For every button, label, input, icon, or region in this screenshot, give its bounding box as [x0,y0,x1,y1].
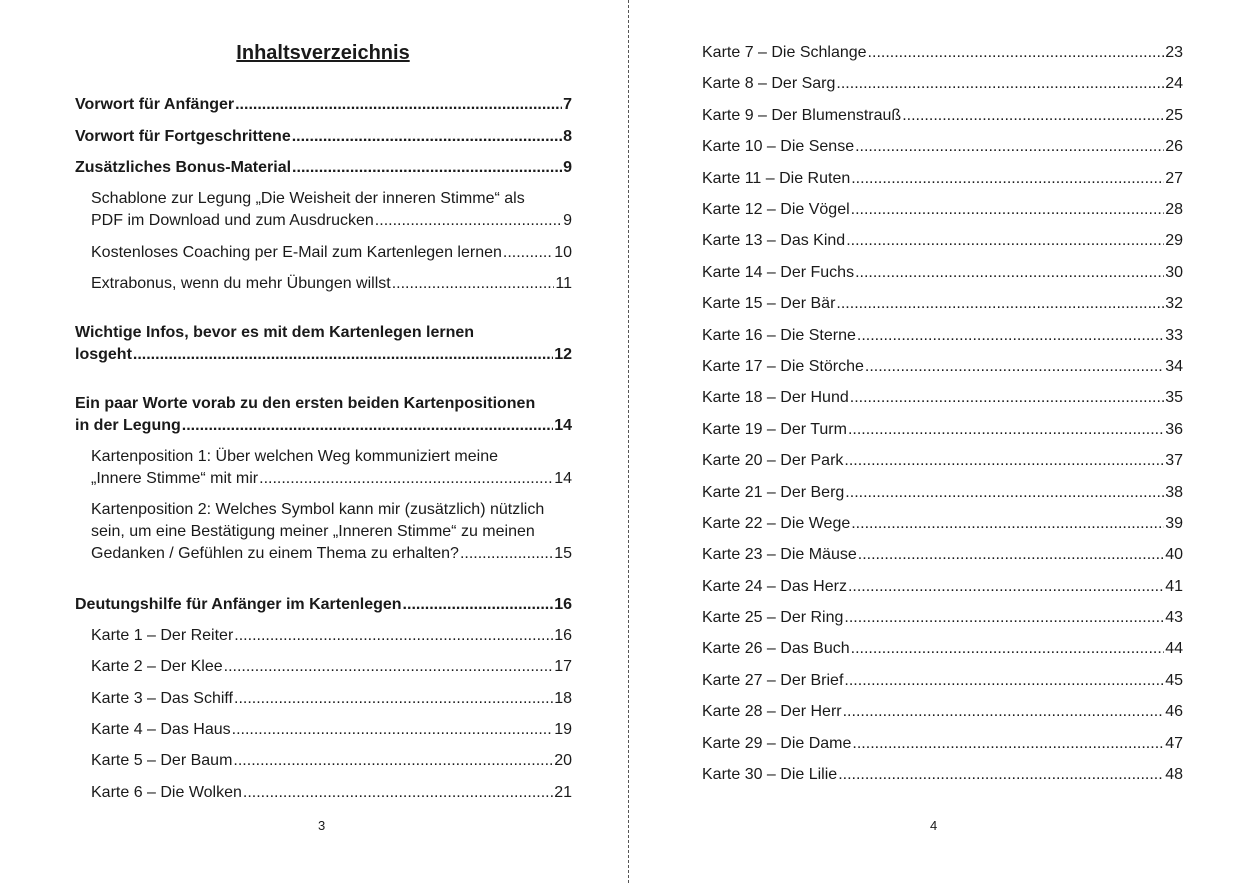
toc-leader-dots [851,513,1164,535]
toc-entry-label: Karte 14 – Der Fuchs [702,263,855,281]
toc-leader-dots [292,157,562,179]
toc-entry[interactable] [702,764,1183,786]
page-number: 4 [930,818,938,833]
toc-entry-label: Karte 28 – Der Herr [702,703,842,721]
toc-entry-label: Karte 8 – Der Sarg [702,75,836,93]
toc-entry-page: 47 [1165,734,1183,752]
toc-entry-label: losgeht [75,346,132,363]
toc-entry[interactable] [702,42,1183,64]
toc-entry-label: Vorwort für Fortgeschrittene [75,128,291,145]
toc-leader-dots [857,325,1164,347]
toc-entry-label: Karte 21 – Der Berg [702,483,845,501]
toc-entry-label: Karte 5 – Der Baum [91,752,233,769]
page-divider [628,0,629,883]
toc-leader-dots [852,733,1164,755]
toc-entry-label: Karte 26 – Das Buch [702,640,850,658]
toc-entry-label: Kostenloses Coaching per E-Mail zum Kartenlegen lernen [91,244,502,261]
toc-entry[interactable] [702,482,1183,504]
toc-entry-page: 37 [1165,452,1183,470]
toc-entry-page: 35 [1165,389,1183,407]
toc-leader-dots [843,701,1165,723]
toc-leader-dots [234,688,553,710]
toc-entry-page: 20 [554,752,572,769]
toc-entry-label: Karte 2 – Der Klee [91,658,223,675]
toc-entry-label: Karte 16 – Die Sterne [702,326,856,344]
toc-entry[interactable] [91,750,572,772]
toc-entry[interactable] [702,105,1183,127]
toc-entry-line: Wichtige Infos, bevor es mit dem Kartenlegen lernen [75,324,475,341]
toc-entry-page: 14 [554,417,572,434]
toc-entry[interactable] [702,136,1183,158]
toc-entry-label: Karte 1 – Der Reiter [91,627,234,644]
toc-entry-line: Kartenposition 2: Welches Symbol kann mir (zusätzlich) nützlich [91,501,545,518]
toc-entry-label: Karte 20 – Der Park [702,452,844,470]
toc-entry-page: 32 [1165,295,1183,313]
toc-leader-dots [865,356,1164,378]
toc-entry[interactable] [75,126,572,148]
toc-leader-dots [858,544,1164,566]
toc-entry[interactable] [91,625,572,647]
toc-entry[interactable] [75,157,572,179]
toc-entry[interactable] [702,325,1183,347]
toc-entry[interactable] [91,446,572,490]
toc-entry-label: Extrabonus, wenn du mehr Übungen willst [91,275,391,292]
toc-entry-label: Karte 9 – Der Blumenstrauß [702,106,902,124]
toc-entry-label: Karte 30 – Die Lilie [702,766,838,783]
toc-entry-page: 23 [1165,44,1183,61]
toc-leader-dots [844,450,1164,472]
toc-entry-label: Karte 3 – Das Schiff [91,690,233,707]
toc-entry-page: 33 [1165,326,1183,344]
toc-entry-page: 25 [1165,106,1183,124]
toc-entry-label: Karte 27 – Der Brief [702,671,844,689]
toc-entry-page: 18 [554,690,572,707]
toc-entry-label: „Innere Stimme“ mit mir [91,470,259,487]
toc-entry-page: 7 [563,96,572,113]
toc-entry-label: in der Legung [75,417,181,434]
toc-leader-dots [836,73,1164,95]
toc-entry[interactable] [702,733,1183,755]
toc-entry[interactable] [702,387,1183,409]
toc-entry-page: 19 [554,721,572,738]
toc-entry-page: 28 [1165,200,1183,218]
toc-entry[interactable] [91,273,572,295]
toc-entry-page: 39 [1165,514,1183,532]
toc-entry-label: Zusätzliches Bonus-Material [75,159,292,176]
toc-leader-dots [243,782,553,804]
toc-leader-dots [851,168,1164,190]
toc-leader-dots [234,625,553,647]
toc-entry-page: 45 [1165,671,1183,689]
toc-entry-page: 26 [1165,138,1183,156]
toc-entry-page: 36 [1165,420,1183,438]
toc-entry[interactable] [75,94,572,116]
toc-entry[interactable] [75,393,572,437]
toc-entry[interactable] [91,782,572,804]
toc-leader-dots [851,638,1165,660]
toc-entry-label: Karte 17 – Die Störche [702,357,864,375]
toc-entry-label: Karte 7 – Die Schlange [702,44,867,61]
toc-entry-label: Karte 19 – Der Turm [702,420,847,438]
toc-entry-page: 30 [1165,263,1183,281]
toc-entry-label: Karte 4 – Das Haus [91,721,231,738]
toc-leader-dots [133,344,553,366]
toc-leader-dots [848,576,1164,598]
toc-leader-dots [855,262,1164,284]
toc-entry[interactable] [702,199,1183,221]
toc-leader-dots [460,543,553,565]
toc-entry[interactable] [702,638,1183,660]
toc-entry-label: Karte 10 – Die Sense [702,138,855,156]
toc-entry-line: Kartenposition 1: Über welchen Weg kommuniziert meine [91,448,499,465]
toc-title: Inhaltsverzeichnis [236,42,410,64]
toc-entry-page: 21 [554,784,572,801]
toc-entry-label: Karte 25 – Der Ring [702,609,844,626]
toc-entry-label: Karte 24 – Das Herz [702,577,847,595]
toc-entry-label: Gedanken / Gefühlen zu einem Thema zu erhalten? [91,545,459,562]
toc-entry[interactable] [702,230,1183,252]
toc-entry[interactable] [91,499,572,565]
toc-leader-dots [392,273,555,295]
toc-entry-label: Karte 18 – Der Hund [702,389,849,407]
toc-leader-dots [846,230,1164,252]
toc-entry-label: Karte 29 – Die Dame [702,734,852,752]
toc-leader-dots [259,468,553,490]
toc-entry-page: 46 [1165,703,1183,721]
toc-entry-page: 40 [1165,546,1183,564]
toc-entry[interactable] [91,656,572,678]
toc-entry[interactable] [702,701,1183,723]
toc-entry-page: 11 [555,275,572,292]
toc-entry[interactable] [75,594,572,616]
toc-leader-dots [902,105,1164,127]
page-number: 3 [318,818,326,833]
toc-leader-dots [403,594,554,616]
toc-leader-dots [292,126,562,148]
toc-entry[interactable] [91,719,572,741]
toc-entry-label: Karte 11 – Die Ruten [702,169,851,187]
toc-entry-page: 29 [1165,232,1183,250]
toc-entry-page: 27 [1165,169,1183,187]
toc-entry[interactable] [702,356,1183,378]
toc-entry-label: Deutungshilfe für Anfänger im Kartenlegen [75,596,402,613]
toc-entry-page: 9 [563,159,572,176]
toc-entry-label: Karte 12 – Die Vögel [702,200,850,218]
toc-leader-dots [232,719,554,741]
toc-entry-label: Karte 22 – Die Wege [702,514,851,532]
toc-entry[interactable] [702,607,1183,629]
toc-entry-page: 41 [1165,577,1183,595]
toc-entry-label: Karte 15 – Der Bär [702,295,836,313]
toc-entry-page: 8 [563,128,572,145]
toc-entry-page: 17 [554,658,572,675]
toc-entry-page: 10 [554,244,572,261]
toc-entry-page: 12 [554,346,572,363]
toc-leader-dots [224,656,554,678]
toc-entry-label: Karte 6 – Die Wolken [91,784,242,801]
toc-entry-page: 14 [554,470,572,487]
toc-entry-page: 48 [1165,766,1183,783]
toc-entry-line: sein, um eine Bestätigung meiner „Inneren Stimme“ zu meinen [91,523,535,540]
toc-entry[interactable] [75,322,572,366]
toc-leader-dots [836,293,1164,315]
toc-page-right [631,0,1257,883]
toc-leader-dots [844,607,1164,629]
toc-entry-page: 34 [1165,357,1183,375]
toc-entry[interactable] [702,544,1183,566]
toc-leader-dots [845,482,1164,504]
toc-leader-dots [868,42,1165,64]
toc-entry[interactable] [702,73,1183,95]
toc-entry-label: Vorwort für Anfänger [75,96,235,113]
toc-entry-page: 38 [1165,483,1183,501]
toc-leader-dots [855,136,1164,158]
toc-entry[interactable] [702,293,1183,315]
toc-entry-page: 16 [554,627,572,644]
toc-leader-dots [235,94,562,116]
toc-leader-dots [503,242,553,264]
toc-entry[interactable] [702,670,1183,692]
toc-leader-dots [838,764,1164,786]
toc-page-left [0,0,628,883]
toc-leader-dots [850,387,1164,409]
toc-entry[interactable] [702,450,1183,472]
toc-entry[interactable] [91,688,572,710]
toc-entry-label: Karte 23 – Die Mäuse [702,546,857,564]
toc-entry-page: 43 [1165,609,1183,626]
toc-leader-dots [848,419,1164,441]
toc-entry-page: 44 [1165,640,1183,658]
toc-entry[interactable] [702,168,1183,190]
toc-entry-label: Karte 13 – Das Kind [702,232,846,250]
toc-leader-dots [844,670,1164,692]
toc-leader-dots [182,415,553,437]
toc-entry-line: Ein paar Worte vorab zu den ersten beiden Kartenpositionen [75,395,536,412]
toc-entry-page: 15 [554,545,572,562]
toc-entry-page: 16 [554,596,572,613]
toc-entry[interactable] [91,188,572,232]
toc-entry[interactable] [91,242,572,264]
toc-leader-dots [233,750,553,772]
toc-leader-dots [375,210,562,232]
toc-entry[interactable] [702,513,1183,535]
toc-entry-page: 9 [563,212,572,229]
toc-entry[interactable] [702,262,1183,284]
toc-leader-dots [851,199,1165,221]
toc-entry-line: Schablone zur Legung „Die Weisheit der inneren Stimme“ als [91,190,525,207]
toc-entry-label: PDF im Download und zum Ausdrucken [91,212,374,229]
toc-entry-page: 24 [1165,75,1183,93]
toc-entry[interactable] [702,419,1183,441]
toc-entry[interactable] [702,576,1183,598]
